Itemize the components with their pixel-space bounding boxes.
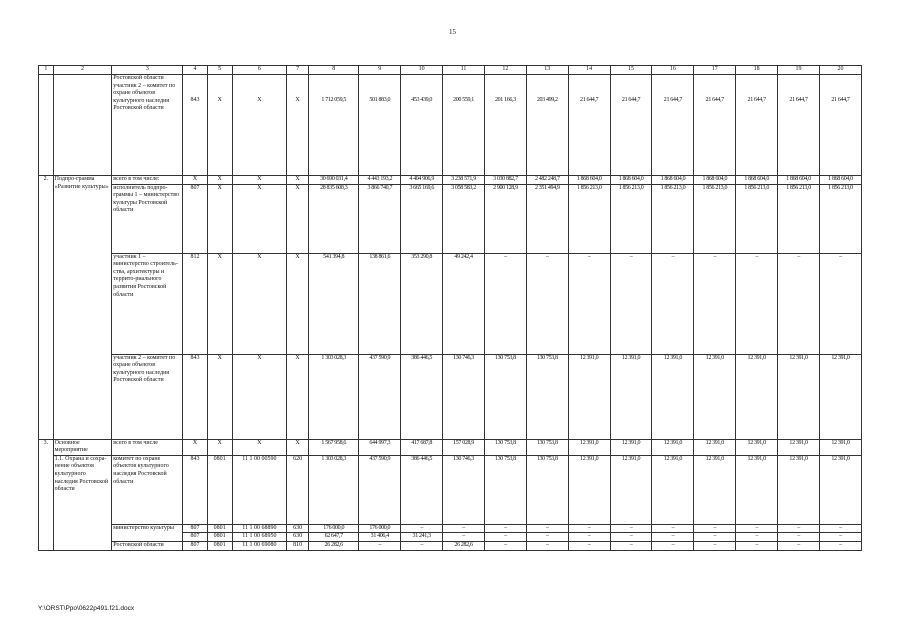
value-cell: 353 290,8 bbox=[401, 253, 443, 354]
table-row bbox=[39, 184, 862, 253]
value-cell: 2 482 248,7 bbox=[526, 176, 568, 185]
value-cell: 21 644,7 bbox=[819, 75, 861, 176]
value-cell: 12 391,0 bbox=[610, 439, 652, 455]
value-cell: 12 391,0 bbox=[568, 439, 610, 455]
value-cell: 541 394,8 bbox=[309, 253, 359, 354]
column-header: 13 bbox=[526, 66, 568, 75]
participant-cell: участник 2 – комитет по охране объектов культурного наследия Ростовской области bbox=[112, 354, 183, 439]
value-cell: 1 712 059,5 bbox=[309, 75, 359, 176]
value-cell: 12 391,0 bbox=[736, 455, 778, 524]
column-header: 1 bbox=[39, 66, 54, 75]
value-cell: – bbox=[484, 253, 526, 354]
value-cell: 1 856 213,0 bbox=[652, 184, 694, 253]
value-cell: 437 590,9 bbox=[359, 455, 401, 524]
value-cell: 0801 bbox=[207, 541, 232, 550]
value-cell: 11 1 00 68950 bbox=[232, 533, 286, 542]
column-header: 10 bbox=[401, 66, 443, 75]
value-cell: 31 241,3 bbox=[401, 533, 443, 542]
value-cell: 1 868 604,0 bbox=[652, 176, 694, 185]
participant-cell: исполнитель подпро-граммы 1 – министерство культуры Ростовской области bbox=[112, 184, 183, 253]
value-cell: 843 bbox=[183, 354, 207, 439]
value-cell: 807 bbox=[183, 541, 207, 550]
value-cell: X bbox=[207, 75, 232, 176]
value-cell: X bbox=[232, 176, 286, 185]
value-cell: 386 446,5 bbox=[401, 354, 443, 439]
value-cell: 12 391,0 bbox=[819, 354, 861, 439]
value-cell: X bbox=[287, 184, 309, 253]
value-cell: 3 238 571,9 bbox=[443, 176, 485, 185]
column-header: 15 bbox=[610, 66, 652, 75]
value-cell: 49 242,4 bbox=[443, 253, 485, 354]
value-cell: – bbox=[652, 533, 694, 542]
value-cell: 1 567 958,6 bbox=[309, 439, 359, 455]
participant-cell: участник 1 – министерство строитель-ства, архитектуры и террито-риального развития Ростовской области bbox=[112, 253, 183, 354]
value-cell: 644 997,3 bbox=[359, 439, 401, 455]
value-cell: – bbox=[526, 533, 568, 542]
header-row bbox=[39, 66, 862, 75]
value-cell: 130 753,8 bbox=[526, 439, 568, 455]
value-cell: – bbox=[736, 541, 778, 550]
value-cell: – bbox=[610, 541, 652, 550]
value-cell: X bbox=[232, 75, 286, 176]
value-cell: – bbox=[778, 533, 820, 542]
value-cell: 21 644,7 bbox=[736, 75, 778, 176]
value-cell: 12 391,0 bbox=[610, 354, 652, 439]
value-cell: 21 644,7 bbox=[694, 75, 736, 176]
value-cell: 0801 bbox=[207, 524, 232, 533]
subprogram-name-cell: Подпро-грамма «Развитие культуры» bbox=[53, 176, 112, 440]
value-cell: – bbox=[736, 533, 778, 542]
value-cell: 4 443 193,2 bbox=[359, 176, 401, 185]
value-cell: – bbox=[736, 524, 778, 533]
value-cell: – bbox=[359, 541, 401, 550]
value-cell: 1 868 604,0 bbox=[819, 176, 861, 185]
value-cell: 1 303 028,3 bbox=[309, 354, 359, 439]
value-cell: 12 391,0 bbox=[819, 439, 861, 455]
value-cell: 11 1 00 00590 bbox=[232, 455, 286, 524]
value-cell: 630 bbox=[287, 533, 309, 542]
value-cell: – bbox=[819, 253, 861, 354]
participant-cell: комитет по охране объектов культурного наследия Ростовской области bbox=[112, 455, 183, 524]
column-header: 14 bbox=[568, 66, 610, 75]
value-cell: – bbox=[778, 253, 820, 354]
column-header: 12 bbox=[484, 66, 526, 75]
participant-cell: Ростовской области bbox=[112, 541, 183, 550]
value-cell: – bbox=[778, 541, 820, 550]
value-cell: 130 753,8 bbox=[484, 455, 526, 524]
value-cell: – bbox=[401, 524, 443, 533]
value-cell: 21 644,7 bbox=[568, 75, 610, 176]
value-cell: X bbox=[232, 253, 286, 354]
value-cell: 812 bbox=[183, 253, 207, 354]
value-cell: – bbox=[610, 253, 652, 354]
table-row bbox=[39, 439, 862, 455]
value-cell: 30 690 031,4 bbox=[309, 176, 359, 185]
value-cell: 630 bbox=[287, 524, 309, 533]
value-cell: 200 559,1 bbox=[443, 75, 485, 176]
value-cell: 417 687,8 bbox=[401, 439, 443, 455]
value-cell: 1 868 604,0 bbox=[694, 176, 736, 185]
participant-cell: всего в том числе bbox=[112, 439, 183, 455]
value-cell: – bbox=[568, 541, 610, 550]
value-cell: 157 028,9 bbox=[443, 439, 485, 455]
value-cell: 3 058 583,2 bbox=[443, 184, 485, 253]
value-cell: 1 856 213,0 bbox=[736, 184, 778, 253]
budget-table bbox=[38, 65, 862, 551]
measure-name-top-cell: Основное мероприятие bbox=[53, 439, 112, 455]
value-cell: – bbox=[778, 524, 820, 533]
value-cell: X bbox=[232, 354, 286, 439]
value-cell: X bbox=[207, 176, 232, 185]
value-cell: X bbox=[287, 354, 309, 439]
value-cell: 3 030 882,7 bbox=[484, 176, 526, 185]
value-cell: X bbox=[287, 253, 309, 354]
value-cell: – bbox=[652, 541, 694, 550]
value-cell: 21 644,7 bbox=[778, 75, 820, 176]
value-cell: – bbox=[610, 524, 652, 533]
value-cell: 12 391,0 bbox=[694, 455, 736, 524]
value-cell: – bbox=[736, 253, 778, 354]
page-number: 15 bbox=[449, 28, 456, 36]
value-cell: 501 883,0 bbox=[359, 75, 401, 176]
value-cell: X bbox=[207, 439, 232, 455]
participant-cell: Ростовской области участник 2 – комитет по охране объектов культурного наследия Ростовской области bbox=[112, 75, 183, 176]
value-cell: 130 753,8 bbox=[484, 354, 526, 439]
value-cell: 62 647,7 bbox=[309, 533, 359, 542]
column-header: 8 bbox=[309, 66, 359, 75]
value-cell: – bbox=[526, 541, 568, 550]
value-cell: 31 406,4 bbox=[359, 533, 401, 542]
value-cell: – bbox=[694, 541, 736, 550]
value-cell: 807 bbox=[183, 184, 207, 253]
row-name-cell bbox=[53, 75, 112, 176]
value-cell: 28 835 608,3 bbox=[309, 184, 359, 253]
value-cell: 3 665 169,6 bbox=[401, 184, 443, 253]
value-cell: 12 391,0 bbox=[652, 354, 694, 439]
value-cell: 130 746,3 bbox=[443, 354, 485, 439]
value-cell: 1 856 213,0 bbox=[568, 184, 610, 253]
column-header: 6 bbox=[232, 66, 286, 75]
value-cell: 620 bbox=[287, 455, 309, 524]
value-cell: 810 bbox=[287, 541, 309, 550]
value-cell: – bbox=[694, 253, 736, 354]
value-cell: 12 391,0 bbox=[778, 439, 820, 455]
value-cell: 12 391,0 bbox=[610, 455, 652, 524]
value-cell: X bbox=[207, 184, 232, 253]
value-cell: X bbox=[207, 253, 232, 354]
column-header: 16 bbox=[652, 66, 694, 75]
value-cell: 12 391,0 bbox=[736, 354, 778, 439]
value-cell: 21 644,7 bbox=[610, 75, 652, 176]
value-cell: – bbox=[568, 533, 610, 542]
value-cell: – bbox=[484, 533, 526, 542]
value-cell: – bbox=[694, 533, 736, 542]
value-cell: 1 856 213,0 bbox=[610, 184, 652, 253]
table-row bbox=[39, 75, 862, 176]
column-header: 18 bbox=[736, 66, 778, 75]
value-cell: X bbox=[207, 354, 232, 439]
value-cell: X bbox=[232, 439, 286, 455]
row-number-cell bbox=[39, 75, 54, 176]
row-number-cell: 2. bbox=[39, 176, 54, 440]
value-cell: 807 bbox=[183, 524, 207, 533]
column-header: 3 bbox=[112, 66, 183, 75]
value-cell: 12 391,0 bbox=[652, 455, 694, 524]
table-row bbox=[39, 176, 862, 185]
value-cell: X bbox=[287, 75, 309, 176]
value-cell: 203 499,2 bbox=[526, 75, 568, 176]
value-cell: X bbox=[183, 439, 207, 455]
value-cell: – bbox=[819, 541, 861, 550]
value-cell: 12 391,0 bbox=[736, 439, 778, 455]
value-cell: 12 391,0 bbox=[694, 439, 736, 455]
value-cell: 1 868 604,0 bbox=[736, 176, 778, 185]
value-cell: 130 753,8 bbox=[526, 354, 568, 439]
column-header: 4 bbox=[183, 66, 207, 75]
value-cell: 807 bbox=[183, 533, 207, 542]
value-cell: 1 856 213,0 bbox=[778, 184, 820, 253]
value-cell: X bbox=[287, 439, 309, 455]
value-cell: X bbox=[183, 176, 207, 185]
column-header: 17 bbox=[694, 66, 736, 75]
value-cell: 1 868 604,0 bbox=[610, 176, 652, 185]
value-cell: – bbox=[443, 524, 485, 533]
value-cell: – bbox=[526, 524, 568, 533]
column-header: 20 bbox=[819, 66, 861, 75]
value-cell: 843 bbox=[183, 455, 207, 524]
value-cell: 138 861,6 bbox=[359, 253, 401, 354]
table-row bbox=[39, 524, 862, 533]
value-cell: 130 746,3 bbox=[443, 455, 485, 524]
value-cell: 176 000,0 bbox=[359, 524, 401, 533]
value-cell: – bbox=[819, 524, 861, 533]
value-cell: 2 351 494,9 bbox=[526, 184, 568, 253]
value-cell: 12 391,0 bbox=[819, 455, 861, 524]
table-row bbox=[39, 253, 862, 354]
value-cell: 130 753,8 bbox=[484, 439, 526, 455]
value-cell: 12 391,0 bbox=[778, 455, 820, 524]
value-cell: 21 644,7 bbox=[652, 75, 694, 176]
value-cell: 1 303 028,3 bbox=[309, 455, 359, 524]
file-path-footer: Y:\ORST\Ppo\0622p491.f21.docx bbox=[38, 605, 135, 612]
value-cell: 843 bbox=[183, 75, 207, 176]
value-cell: 1 856 213,0 bbox=[694, 184, 736, 253]
value-cell: – bbox=[694, 524, 736, 533]
value-cell: 12 391,0 bbox=[778, 354, 820, 439]
value-cell: 12 391,0 bbox=[652, 439, 694, 455]
participant-cell: всего в том числе: bbox=[112, 176, 183, 185]
value-cell: 26 282,6 bbox=[443, 541, 485, 550]
value-cell: X bbox=[232, 184, 286, 253]
column-header: 7 bbox=[287, 66, 309, 75]
value-cell: 12 391,0 bbox=[568, 455, 610, 524]
column-header: 19 bbox=[778, 66, 820, 75]
table-row bbox=[39, 455, 862, 524]
value-cell: 1 868 604,0 bbox=[568, 176, 610, 185]
value-cell: 386 446,5 bbox=[401, 455, 443, 524]
value-cell: – bbox=[819, 533, 861, 542]
value-cell: 176 000,0 bbox=[309, 524, 359, 533]
participant-cell: министерство культуры bbox=[112, 524, 183, 541]
value-cell: 26 282,6 bbox=[309, 541, 359, 550]
value-cell: – bbox=[610, 533, 652, 542]
table-row bbox=[39, 541, 862, 550]
column-header: 2 bbox=[53, 66, 112, 75]
value-cell: 12 391,0 bbox=[568, 354, 610, 439]
column-header: 11 bbox=[443, 66, 485, 75]
value-cell: 1 868 604,0 bbox=[778, 176, 820, 185]
value-cell: – bbox=[443, 533, 485, 542]
table-row bbox=[39, 354, 862, 439]
value-cell: 11 1 00 68890 bbox=[232, 524, 286, 533]
value-cell: – bbox=[484, 541, 526, 550]
value-cell: 11 1 00 69080 bbox=[232, 541, 286, 550]
measure-name-cell: 1.1. Охрана и сохра-нение объектов культурного наследия Ростовской области bbox=[53, 455, 112, 550]
value-cell: 3 866 740,7 bbox=[359, 184, 401, 253]
value-cell: – bbox=[401, 541, 443, 550]
column-header: 9 bbox=[359, 66, 401, 75]
value-cell: – bbox=[652, 253, 694, 354]
column-header: 5 bbox=[207, 66, 232, 75]
value-cell: 453 439,0 bbox=[401, 75, 443, 176]
row-number-cell: 3. bbox=[39, 439, 54, 550]
value-cell: X bbox=[287, 176, 309, 185]
value-cell: – bbox=[568, 524, 610, 533]
value-cell: 130 753,8 bbox=[526, 455, 568, 524]
value-cell: 4 404 906,9 bbox=[401, 176, 443, 185]
value-cell: – bbox=[526, 253, 568, 354]
value-cell: 0801 bbox=[207, 455, 232, 524]
value-cell: 12 391,0 bbox=[694, 354, 736, 439]
value-cell: 0801 bbox=[207, 533, 232, 542]
value-cell: – bbox=[568, 253, 610, 354]
value-cell: 2 900 128,9 bbox=[484, 184, 526, 253]
value-cell: – bbox=[484, 524, 526, 533]
value-cell: 201 166,3 bbox=[484, 75, 526, 176]
value-cell: – bbox=[652, 524, 694, 533]
value-cell: 1 856 213,0 bbox=[819, 184, 861, 253]
value-cell: 437 590,9 bbox=[359, 354, 401, 439]
